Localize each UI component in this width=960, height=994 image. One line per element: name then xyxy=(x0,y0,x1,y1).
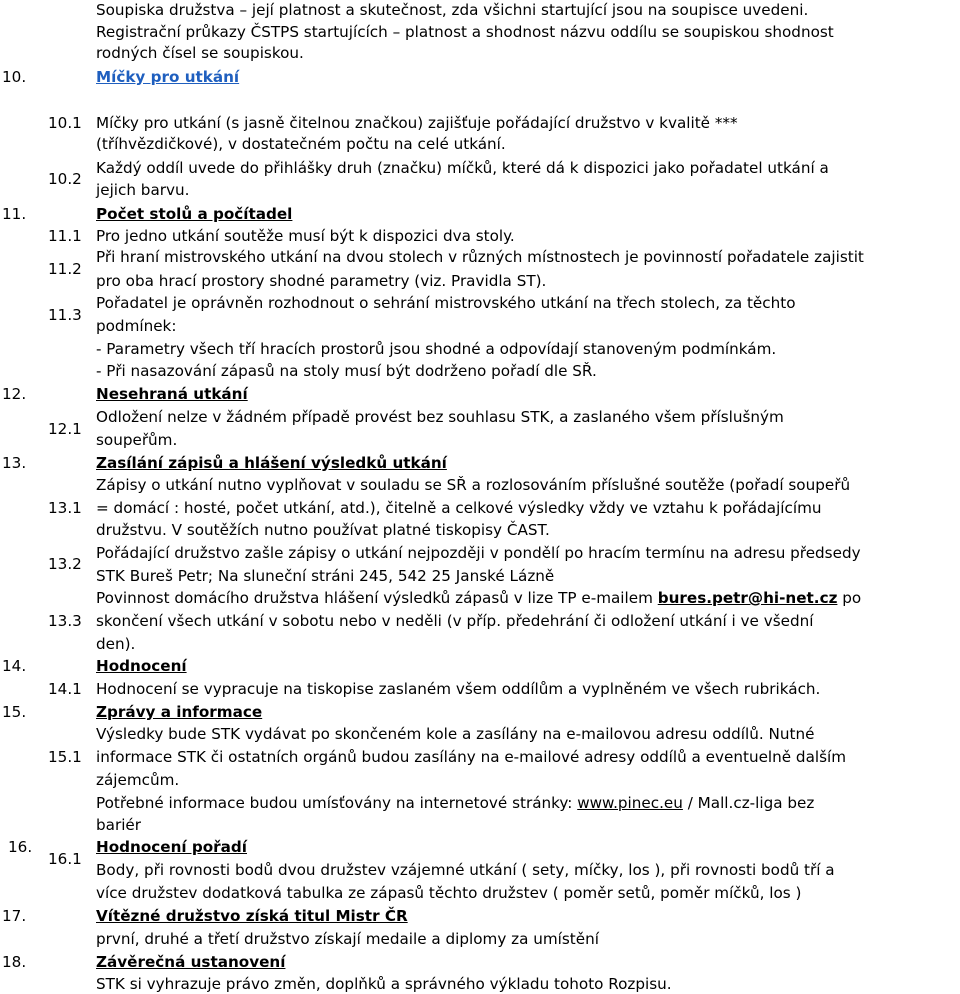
section-title: Závěrečná ustanovení xyxy=(96,953,286,971)
paragraph-text: podmínek: xyxy=(96,317,177,335)
section-number: 12. xyxy=(2,385,27,403)
paragraph-number: 11.1 xyxy=(48,227,82,245)
paragraph-text: Pořádající družstvo zašle zápisy o utkání nejpozději v pondělí po hracím termínu na adresu předsedy xyxy=(96,544,861,562)
section-number: 13. xyxy=(2,454,27,472)
paragraph-text: Míčky pro utkání (s jasně čitelnou značkou) zajišťuje pořádající družstvo v kvalitě *** xyxy=(96,114,738,132)
paragraph-text: Hodnocení se vypracuje na tiskopise zaslaném všem oddílům a vyplněném ve všech rubrikách. xyxy=(96,680,821,698)
section-number: 18. xyxy=(2,953,27,971)
section-title: Vítězné družstvo získá titul Mistr ČR xyxy=(96,907,408,925)
section-title: Míčky pro utkání xyxy=(96,68,240,86)
paragraph-text: družstvu. V soutěžích nutno používat platné tiskopisy ČAST. xyxy=(96,521,550,539)
paragraph-text-segment: Potřebné informace budou umísťovány na internetové stránky: xyxy=(96,794,578,812)
intro-line: Soupiska družstva – její platnost a skutečnost, zda všichni startující jsou na soupisce uvedeni. xyxy=(96,1,809,19)
paragraph-text: Body, při rovnosti bodů dvou družstev vzájemné utkání ( sety, míčky, los ), při rovnosti bodů tří a xyxy=(96,861,835,879)
paragraph-text: zájemcům. xyxy=(96,771,180,789)
paragraph-number: 16.1 xyxy=(48,850,82,868)
section-number: 16. xyxy=(8,838,33,856)
paragraph-text: informace STK či ostatních orgánů budou zasílány na e-mailové adresy oddílů a eventuelně dalším xyxy=(96,748,847,766)
section-number: 10. xyxy=(2,68,27,86)
paragraph-number: 13.3 xyxy=(48,612,82,630)
section-title: Hodnocení pořadí xyxy=(96,838,247,856)
paragraph-text: Každý oddíl uvede do přihlášky druh (značku) míčků, které dá k dispozici jako pořadatel utkání a xyxy=(96,159,829,177)
paragraph-text: STK si vyhrazuje právo změn, doplňků a správného výkladu tohoto Rozpisu. xyxy=(96,975,672,993)
paragraph-text xyxy=(96,793,814,813)
email-link[interactable]: bures.petr@hi-net.cz xyxy=(657,589,838,607)
paragraph-text: Pořadatel je oprávněn rozhodnout o sehrání mistrovského utkání na třech stolech, za těchto xyxy=(96,294,796,312)
paragraph-text: jejich barvu. xyxy=(96,181,190,199)
paragraph-text: více družstev dodatková tabulka ze zápasů těchto družstev ( poměr setů, poměr míčků, los ) xyxy=(96,884,802,902)
section-number: 15. xyxy=(2,703,27,721)
paragraph-number: 10.2 xyxy=(48,170,82,188)
paragraph-text: bariér xyxy=(96,816,141,834)
section-title: Zasílání zápisů a hlášení výsledků utkání xyxy=(96,454,447,472)
paragraph-number: 14.1 xyxy=(48,680,82,698)
paragraph-number: 10.1 xyxy=(48,114,82,132)
paragraph-number: 12.1 xyxy=(48,420,82,438)
section-number: 14. xyxy=(2,657,27,675)
paragraph-number: 15.1 xyxy=(48,748,82,766)
intro-line: Registrační průkazy ČSTPS startujících – platnost a shodnost názvu oddílu se soupiskou shodnost xyxy=(96,23,834,41)
section-number: 11. xyxy=(2,205,27,223)
section-title: Zprávy a informace xyxy=(96,703,263,721)
paragraph-text: Zápisy o utkání nutno vyplňovat v souladu se SŘ a rozlosováním příslušné soutěže (pořadí soupeřů xyxy=(96,476,851,494)
website-link[interactable]: www.pinec.eu xyxy=(577,794,683,812)
paragraph-text: soupeřům. xyxy=(96,431,178,449)
section-number: 17. xyxy=(2,907,27,925)
intro-line: rodných čísel se soupiskou. xyxy=(96,44,304,62)
paragraph-text: Pro jedno utkání soutěže musí být k dispozici dva stoly. xyxy=(96,227,515,245)
section-title: Hodnocení xyxy=(96,657,187,675)
paragraph-text: Odložení nelze v žádném případě provést bez souhlasu STK, a zaslaného všem příslušným xyxy=(96,408,784,426)
section-title: Nesehraná utkání xyxy=(96,385,248,403)
paragraph-number: 13.1 xyxy=(48,499,82,517)
paragraph-text: skončení všech utkání v sobotu nebo v neděli (v příp. předehrání či odložení utkání i ve všední xyxy=(96,612,814,630)
section-title: Počet stolů a počítadel xyxy=(96,205,293,223)
paragraph-text-segment: / Mall.cz-liga bez xyxy=(682,794,815,812)
paragraph-text: - Parametry všech tří hracích prostorů jsou shodné a odpovídají stanoveným podmínkám. xyxy=(96,340,777,358)
paragraph-text: Při hraní mistrovského utkání na dvou stolech v různých místnostech je povinností pořadatele zajistit xyxy=(96,248,864,266)
paragraph-text: první, druhé a třetí družstvo získají medaile a diplomy za umístění xyxy=(96,930,599,948)
paragraph-text: = domácí : hosté, počet utkání, atd.), čitelně a celkové výsledky vždy ve vztahu k pořádajícímu xyxy=(96,499,822,517)
paragraph-text: STK Bureš Petr; Na sluneční stráni 245, 542 25 Janské Lázně xyxy=(96,567,555,585)
paragraph-number: 11.2 xyxy=(48,260,82,278)
paragraph-text: pro oba hrací prostory shodné parametry (viz. Pravidla ST). xyxy=(96,272,547,290)
paragraph-text xyxy=(96,588,861,608)
paragraph-number: 13.2 xyxy=(48,555,82,573)
paragraph-text-segment: po xyxy=(837,589,862,607)
paragraph-text: (tříhvězdičkové), v dostatečném počtu na celé utkání. xyxy=(96,135,506,153)
paragraph-text: - Při nasazování zápasů na stoly musí být dodrženo pořadí dle SŘ. xyxy=(96,362,597,380)
paragraph-text: Výsledky bude STK vydávat po skončeném kole a zasílány na e-mailovou adresu oddílů. Nutné xyxy=(96,725,815,743)
paragraph-text-segment: Povinnost domácího družstva hlášení výsledků zápasů v lize TP e-mailem xyxy=(96,589,658,607)
paragraph-number: 11.3 xyxy=(48,306,82,324)
paragraph-text: den). xyxy=(96,635,136,653)
